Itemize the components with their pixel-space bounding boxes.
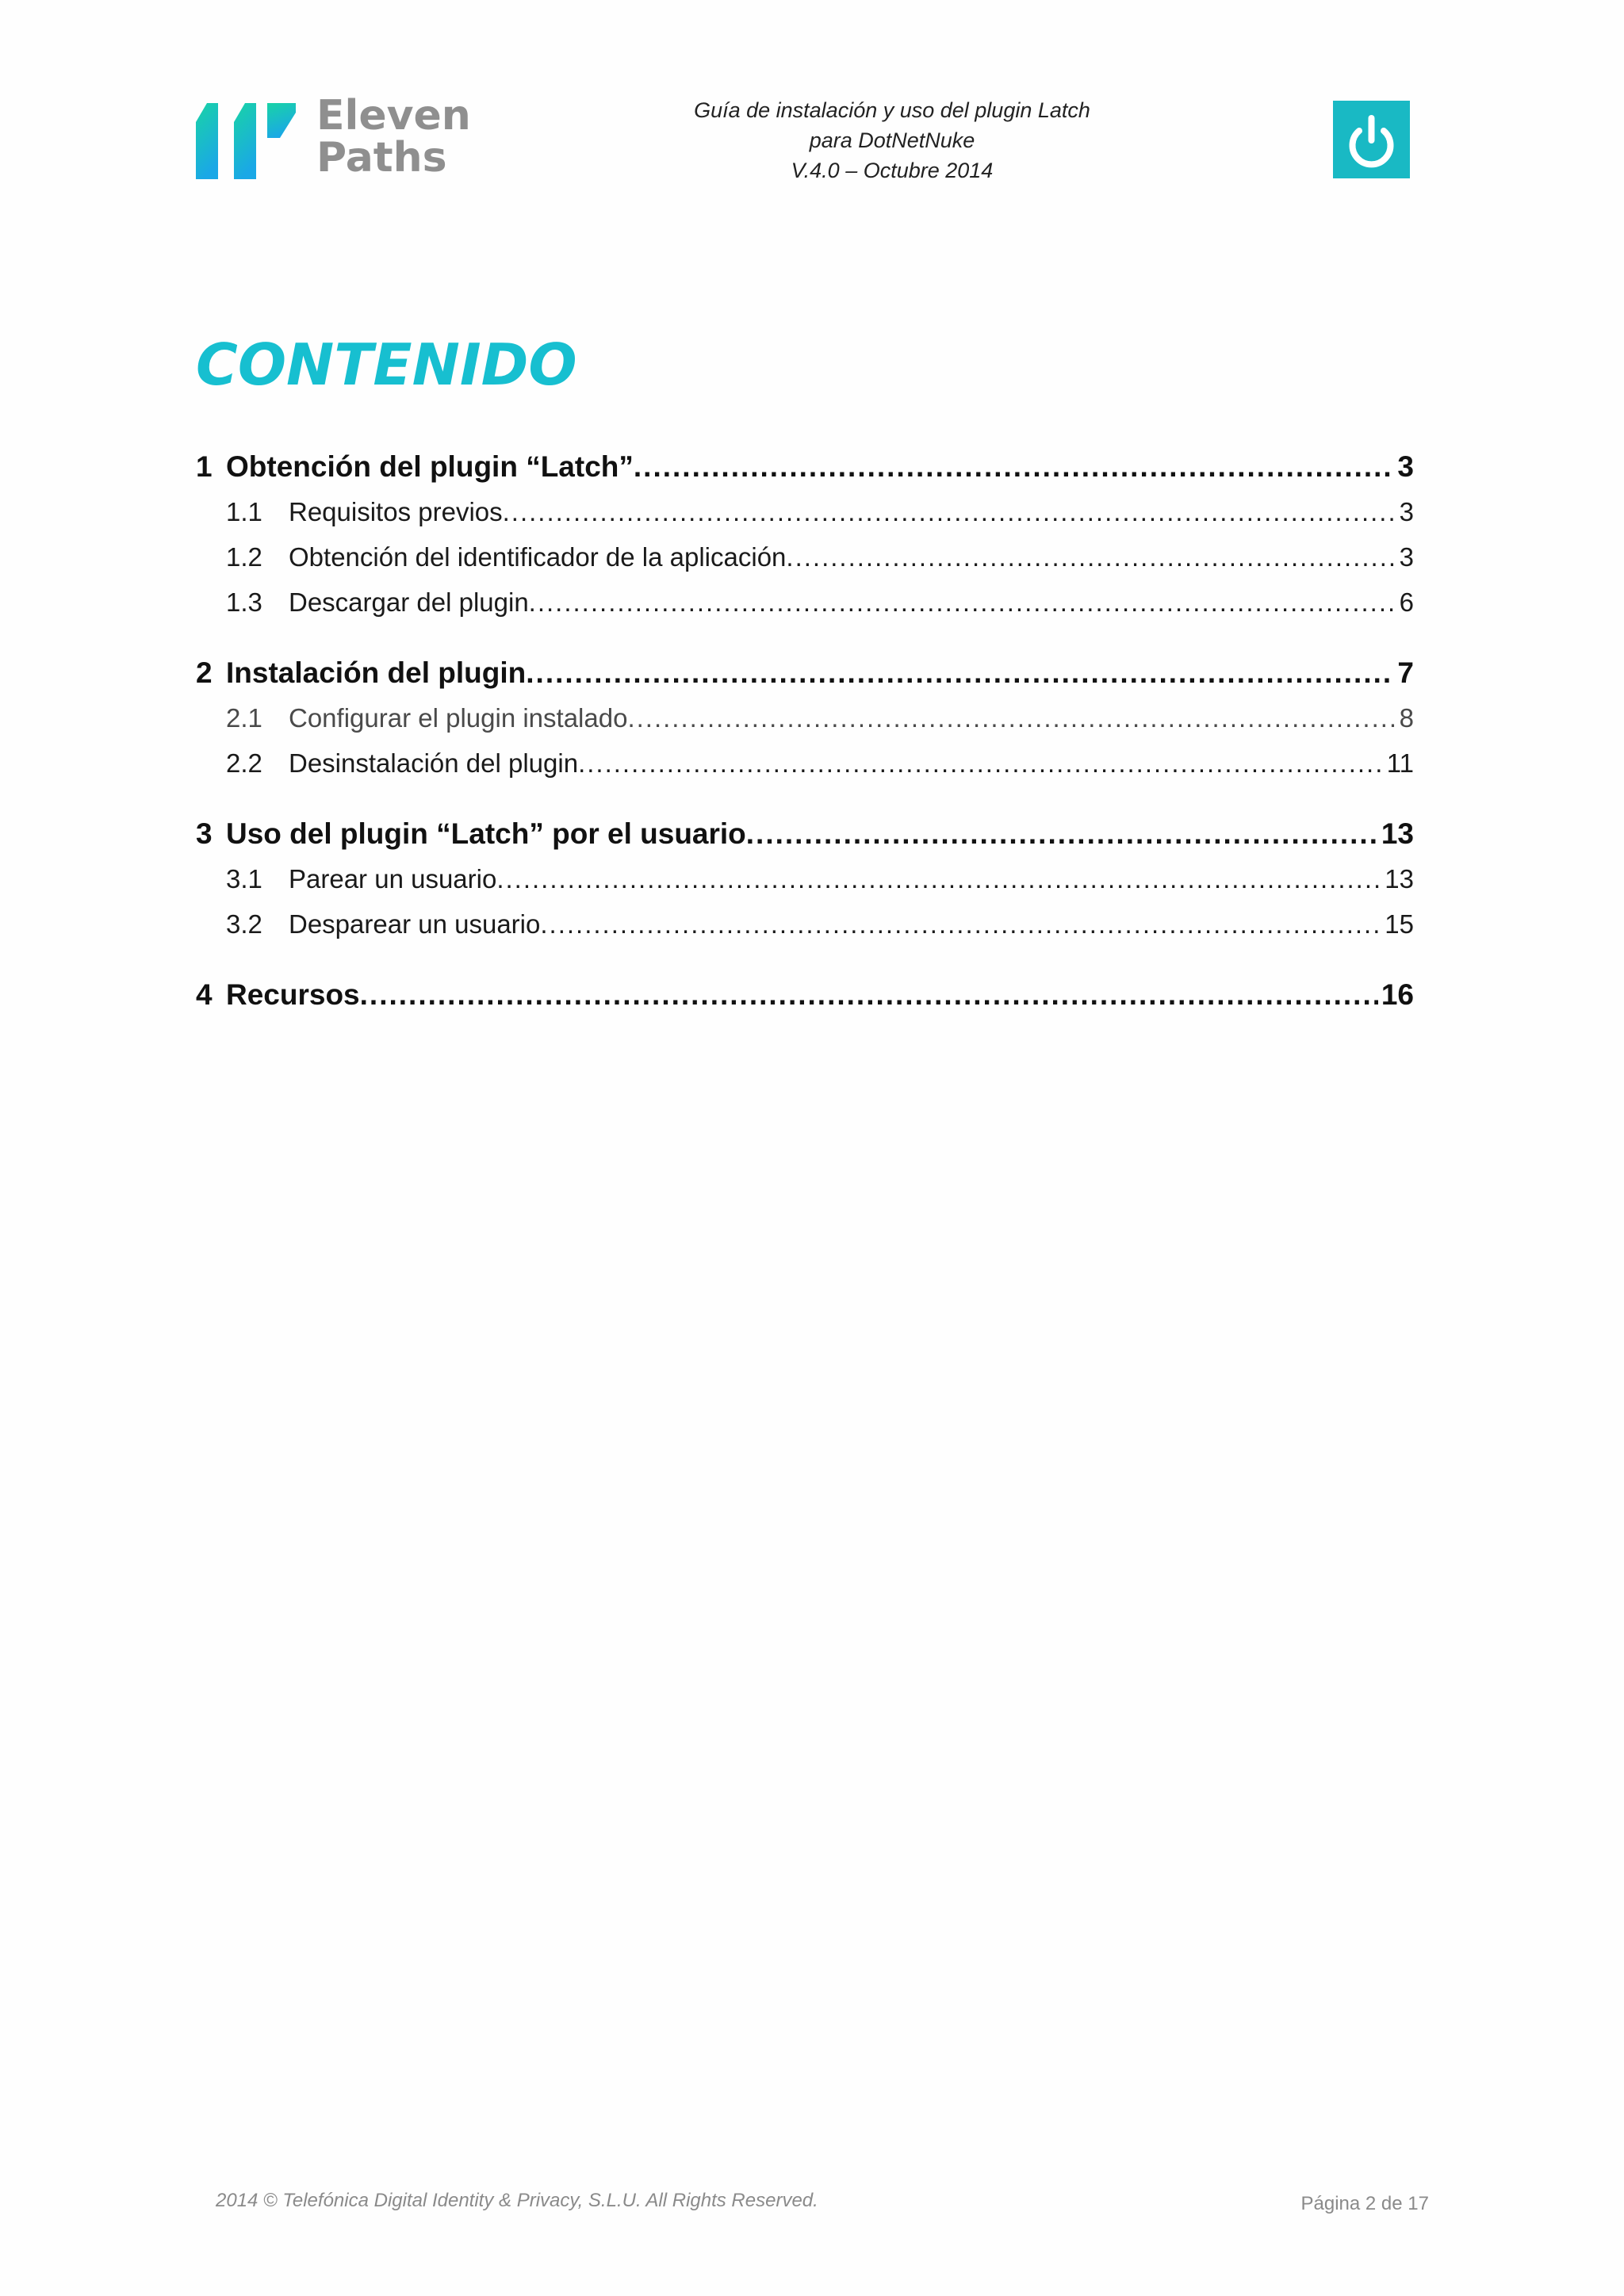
toc-entry-4[interactable]: [196, 972, 1414, 1017]
latch-power-icon: [1333, 101, 1410, 178]
header-title-line-2: para DotNetNuke: [809, 128, 975, 152]
toc-dot-leader: [526, 650, 1394, 695]
toc-entry-1-1[interactable]: [196, 489, 1414, 534]
toc-dot-leader: [746, 811, 1378, 856]
toc-entry-title: Instalación del plugin: [226, 656, 527, 689]
elevenpaths-logo: [196, 92, 473, 182]
toc-entry-3[interactable]: [196, 811, 1414, 856]
toc-entry-page: 3: [1399, 542, 1414, 572]
toc-entry-page: 8: [1399, 703, 1414, 733]
toc-entry-3-1[interactable]: [196, 856, 1414, 901]
footer-page-number: Página 2 de 17: [1300, 2193, 1429, 2214]
toc-dot-leader: [627, 695, 1396, 740]
brand-line-2: Paths: [316, 134, 447, 182]
toc-dot-leader: [360, 972, 1378, 1017]
toc-entry-title: Obtención del plugin “Latch”: [226, 450, 634, 483]
toc-entry-page: 13: [1381, 817, 1414, 850]
toc-entry-page: 6: [1399, 587, 1414, 617]
toc-entry-title: Desparear un usuario: [289, 909, 541, 939]
toc-dot-leader: [496, 856, 1381, 901]
toc-entry-title: Obtención del identificador de la aplicación: [289, 542, 787, 572]
toc-entry-1[interactable]: [196, 444, 1414, 489]
latch-logo: [1333, 101, 1410, 178]
toc-entry-page: 13: [1385, 864, 1414, 894]
table-of-contents: [196, 444, 1414, 1017]
toc-entry-title: Recursos: [226, 978, 360, 1011]
toc-entry-page: 11: [1386, 748, 1414, 778]
toc-entry-1-2[interactable]: [196, 534, 1414, 580]
toc-entry-title: Configurar el plugin instalado: [289, 703, 628, 733]
toc-entry-number: 2.1: [226, 703, 262, 733]
toc-entry-number: 3.2: [226, 909, 262, 939]
footer-copyright: 2014 © Telefónica Digital Identity & Privacy, S.L.U. All Rights Reserved.: [216, 2190, 818, 2211]
toc-entry-number: 4: [196, 978, 213, 1011]
toc-dot-leader: [578, 740, 1384, 786]
toc-entry-number: 1.1: [226, 497, 262, 526]
toc-entry-title: Desinstalación del plugin: [289, 748, 579, 778]
toc-entry-number: 2: [196, 656, 213, 689]
toc-dot-leader: [540, 901, 1381, 947]
toc-entry-number: 1.3: [226, 587, 262, 617]
toc-entry-number: 2.2: [226, 748, 262, 778]
toc-entry-number: 3.1: [226, 864, 262, 894]
elevenpaths-logo-mark-icon: [196, 101, 299, 181]
toc-entry-number: 1.2: [226, 542, 262, 572]
toc-dot-leader: [529, 580, 1396, 625]
toc-entry-page: 15: [1385, 909, 1414, 939]
toc-entry-title: Parear un usuario: [289, 864, 497, 894]
toc-entry-number: 1: [196, 450, 213, 483]
toc-entry-title: Requisitos previos: [289, 497, 503, 526]
toc-dot-leader: [786, 534, 1396, 580]
header-title-line-1: Guía de instalación y uso del plugin Latch: [694, 98, 1090, 122]
toc-entry-2-2[interactable]: [196, 740, 1414, 786]
toc-entry-1-3[interactable]: [196, 580, 1414, 625]
toc-entry-page: 3: [1397, 450, 1414, 483]
toc-heading: CONTENIDO: [196, 331, 577, 398]
toc-entry-number: 3: [196, 817, 213, 850]
toc-entry-page: 16: [1381, 978, 1414, 1011]
toc-entry-page: 3: [1399, 497, 1414, 526]
toc-entry-3-2[interactable]: [196, 901, 1414, 947]
toc-dot-leader: [634, 444, 1395, 489]
toc-entry-title: Uso del plugin “Latch” por el usuario: [226, 817, 746, 850]
elevenpaths-wordmark: [316, 92, 471, 182]
toc-dot-leader: [503, 489, 1396, 534]
toc-entry-2[interactable]: [196, 650, 1414, 695]
header-title-line-3: V.4.0 – Octubre 2014: [791, 159, 994, 182]
brand-line-1: Eleven: [316, 92, 471, 140]
document-header-title: [603, 95, 1182, 186]
toc-entry-2-1[interactable]: [196, 695, 1414, 740]
toc-entry-page: 7: [1397, 656, 1414, 689]
toc-entry-title: Descargar del plugin: [289, 587, 529, 617]
